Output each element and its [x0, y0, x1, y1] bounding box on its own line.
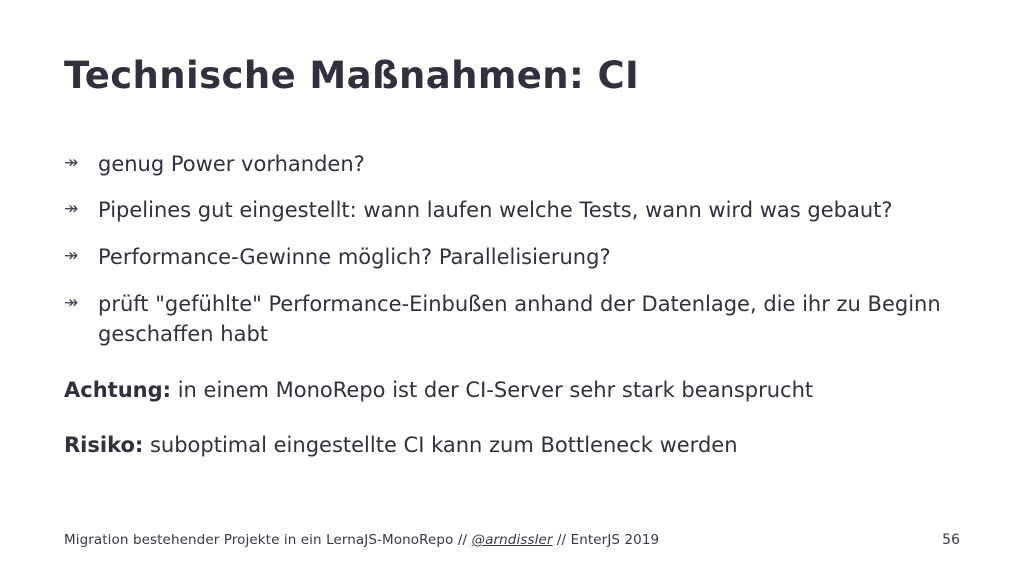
arrow-bullet-icon: ↠ — [64, 246, 79, 267]
list-item — [64, 150, 960, 180]
note-achtung — [64, 376, 960, 406]
footer-prefix: Migration bestehender Projekte in ein LernaJS-MonoRepo // — [64, 532, 472, 548]
note-risiko-text: suboptimal eingestellte CI kann zum Bottleneck werden — [143, 433, 738, 458]
page-number: 56 — [942, 532, 960, 548]
slide-content — [64, 150, 960, 462]
arrow-bullet-icon: ↠ — [64, 199, 79, 220]
footer-credit — [64, 532, 659, 548]
note-achtung-lead: Achtung: — [64, 377, 172, 402]
arrow-bullet-icon: ↠ — [64, 292, 79, 313]
note-risiko-lead: Risiko: — [64, 433, 144, 458]
page-title: Technische Maßnahmen: CI — [64, 54, 640, 97]
footer-suffix: // EnterJS 2019 — [552, 532, 660, 548]
bullet-list — [64, 150, 960, 350]
list-item-label: genug Power vorhanden? — [98, 151, 365, 176]
list-item-label: Pipelines gut eingestellt: wann laufen welche Tests, wann wird was gebaut? — [98, 198, 893, 223]
list-item — [64, 243, 960, 273]
arrow-bullet-icon: ↠ — [64, 152, 79, 173]
note-achtung-text: in einem MonoRepo ist der CI-Server sehr stark beansprucht — [171, 377, 814, 402]
list-item — [64, 196, 960, 226]
footer-handle-link[interactable]: @arndissler — [471, 532, 553, 548]
list-item-label: prüft "gefühlte" Performance-Einbußen anhand der Datenlage, die ihr zu Beginn geschaffen habt — [98, 291, 941, 346]
list-item-label: Performance-Gewinne möglich? Parallelisierung? — [98, 245, 611, 270]
list-item — [64, 290, 960, 350]
slide-footer — [64, 532, 960, 548]
note-risiko — [64, 431, 960, 461]
